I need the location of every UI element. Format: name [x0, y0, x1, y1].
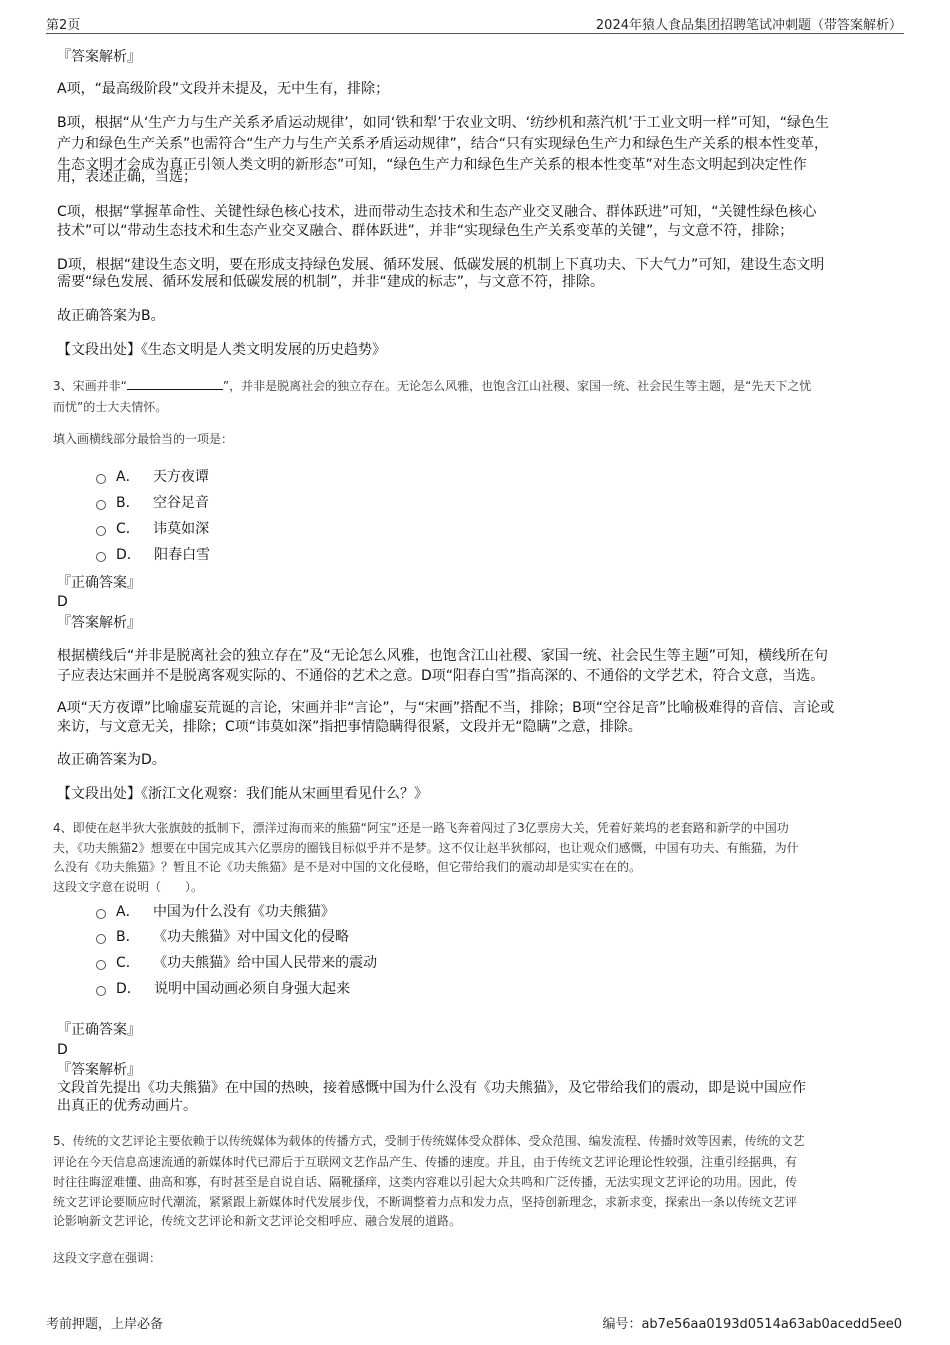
q3-analysis-line1: 根据横线后“并非是脱离社会的独立存在”及“无论怎么风雅，也饱含江山社稷、家国一统、社会民生等主题”可知，横线所在句	[57, 648, 829, 664]
q4-option-c[interactable]	[96, 953, 377, 973]
q3-option-d-letter: D．	[116, 547, 141, 563]
q4-option-d-text: 说明中国动画必须自身强大起来	[154, 981, 351, 997]
q3-option-b[interactable]	[96, 493, 209, 513]
q4-analysis-label: 『答案解析』	[57, 1062, 141, 1078]
q5-stem-line2: 评论在今天信息高速流通的新媒体时代已滞后于互联网文艺作品产生、传播的速度。并且，由于传统文艺评论理论性较强，注重引经据典，有	[53, 1155, 798, 1169]
q2-option-b-analysis-line3: 生态文明才会成为真正引领人类文明的新形态”可知，“绿色生产力和绿色生产关系的根本性变革”对生态文明起到决定性作	[57, 157, 807, 173]
q3-stem-suffix: ”，并非是脱离社会的独立存在。无论怎么风雅，也饱含江山社稷、家国一统、社会民生等主题，是“先天下之忧	[222, 379, 812, 393]
radio-icon[interactable]	[96, 526, 106, 536]
q3-stem-line1	[53, 376, 811, 397]
q5-stem-line4: 统文艺评论要顺应时代潮流，紧紧跟上新媒体时代发展步伐，不断调整着力点和发力点，坚持创新理念，求新求变，探索出一条以传统文艺评	[53, 1195, 798, 1209]
q4-stem-line2: 夫，《功夫熊猫2》想要在中国完成其六亿票房的圈钱目标似乎并不是梦。这不仅让赵半狄郁闷，也让观众们感慨，中国有功夫、有熊猫，为什	[53, 841, 799, 855]
q3-analysis-line4: 来访，与文意无关，排除；C项“讳莫如深”指把事情隐瞒得很紧，文段并无“隐瞒”之意，排除。	[57, 719, 642, 735]
q5-stem-line5: 论影响新文艺评论，传统文艺评论和新文艺评论交相呼应、融合发展的道路。	[53, 1214, 462, 1228]
q4-stem-line3: 么没有《功夫熊猫》？暂且不论《功夫熊猫》是不是对中国的文化侵略，但它带给我们的震动却是实实在在的。	[53, 860, 642, 874]
radio-icon[interactable]	[96, 909, 106, 919]
radio-icon[interactable]	[96, 500, 106, 510]
q2-option-c-analysis-line1: C项，根据“掌握革命性、关键性绿色核心技术，进而带动生态技术和生态产业交叉融合、群体跃进”可知，“关键性绿色核心	[57, 204, 817, 220]
q4-prompt: 这段文字意在说明（ ）。	[53, 880, 204, 894]
footer-code	[602, 1313, 902, 1332]
radio-icon[interactable]	[96, 474, 106, 484]
q4-option-b-text: 《功夫熊猫》对中国文化的侵略	[152, 929, 349, 945]
q2-option-c-analysis-line2: 技术”可以“带动生态技术和生态产业交叉融合、群体跃进”，并非“实现绿色生产关系变革的关键”，与文意不符，排除；	[57, 223, 794, 239]
q4-option-a-text: 中国为什么没有《功夫熊猫》	[152, 904, 335, 920]
q5-stem-line1: 5、传统的文艺评论主要依赖于以传统媒体为载体的传播方式，受制于传统媒体受众群体、受众范围、编发流程、传播时效等因素，传统的文艺	[53, 1134, 805, 1148]
q4-answer-label: 『正确答案』	[57, 1022, 141, 1038]
q3-option-a-letter: A．	[116, 469, 140, 485]
q4-option-c-letter: C．	[116, 955, 140, 971]
q2-analysis-label: 『答案解析』	[57, 49, 141, 65]
q4-analysis-line1: 文段首先提出《功夫熊猫》在中国的热映，接着感慨中国为什么没有《功夫熊猫》，及它带给我们的震动，即是说中国应作	[57, 1080, 806, 1096]
q3-blank	[127, 377, 223, 390]
q4-option-d-letter: D．	[116, 981, 141, 997]
q4-option-b[interactable]	[96, 927, 349, 947]
q4-option-a[interactable]	[96, 902, 335, 922]
radio-icon[interactable]	[96, 934, 106, 944]
page-number: 第2页	[46, 18, 81, 33]
q3-answer: D	[57, 594, 68, 610]
footer-slogan: 考前押题，上岸必备	[46, 1317, 164, 1332]
q5-stem-line3: 时往往晦涩难懂、曲高和寡，有时甚至是自说自话、隔靴搔痒，这类内容难以引起大众共鸣和广泛传播，无法实现文艺评论的功用。因此，传	[53, 1175, 798, 1189]
q3-option-b-letter: B．	[116, 495, 140, 511]
header-divider	[46, 33, 904, 34]
q4-answer: D	[57, 1042, 68, 1058]
q3-option-c[interactable]	[96, 519, 209, 539]
q3-analysis-line3: A项“天方夜谭”比喻虚妄荒诞的言论，宋画并非“言论”，与“宋画”搭配不当，排除；B项“空谷足音”比喻极难得的音信、言论或	[57, 700, 835, 716]
q2-source: 【文段出处】《生态文明是人类文明发展的历史趋势》	[57, 342, 386, 358]
q3-answer-label: 『正确答案』	[57, 575, 141, 591]
q2-option-b-analysis-line4: 用，表述正确，当选；	[57, 169, 197, 185]
q2-option-d-analysis-line2: 需要“绿色发展、循环发展和低碳发展的机制”，并非“建成的标志”，与文意不符，排除。	[57, 274, 605, 290]
q4-option-d[interactable]	[96, 979, 350, 999]
q2-option-d-analysis-line1: D项，根据“建设生态文明，要在形成支持绿色发展、循环发展、低碳发展的机制上下真功夫、下大气力”可知，建设生态文明	[57, 257, 825, 273]
q3-source: 【文段出处】《浙江文化观察：我们能从宋画里看见什么？》	[57, 786, 428, 802]
q3-stem-line2: 而忧”的士大夫情怀。	[53, 400, 168, 414]
q4-analysis-line2: 出真正的优秀动画片。	[57, 1098, 197, 1114]
radio-icon[interactable]	[96, 986, 106, 996]
footer-code-label: 编号：	[602, 1317, 642, 1332]
radio-icon[interactable]	[96, 960, 106, 970]
q2-option-a-analysis: A项，“最高级阶段”文段并未提及，无中生有，排除；	[57, 81, 390, 97]
q3-option-b-text: 空谷足音	[152, 495, 209, 511]
q5-prompt: 这段文字意在强调：	[53, 1251, 162, 1265]
q3-option-d[interactable]	[96, 545, 210, 565]
q4-option-c-text: 《功夫熊猫》给中国人民带来的震动	[153, 955, 378, 971]
q3-option-c-text: 讳莫如深	[153, 521, 210, 537]
q3-option-d-text: 阳春白雪	[154, 547, 211, 563]
q3-analysis-line2: 子应表达宋画并不是脱离客观实际的、不通俗的艺术之意。D项“阳春白雪”指高深的、不通俗的文学艺术，符合文意，当选。	[57, 668, 825, 684]
q4-option-a-letter: A．	[116, 904, 140, 920]
q4-option-b-letter: B．	[116, 929, 140, 945]
q3-analysis-label: 『答案解析』	[57, 615, 141, 631]
q2-option-b-analysis-line2: 产力和绿色生产关系”也需符合“生产力与生产关系矛盾运动规律”，结合“只有实现绿色生产力和绿色生产关系的根本性变革，	[57, 136, 829, 152]
q3-option-c-letter: C．	[116, 521, 140, 537]
q3-option-a[interactable]	[96, 467, 209, 487]
q2-option-b-analysis-line1: B项，根据“从‘生产力与生产关系矛盾运动规律’，如同‘铁和犁’于农业文明、‘纺纱机和蒸汽机’于工业文明一样”可知，“绿色生	[57, 115, 830, 131]
document-title: 2024年猿人食品集团招聘笔试冲刺题（带答案解析）	[595, 18, 902, 33]
radio-icon[interactable]	[96, 552, 106, 562]
q3-stem-prefix: 3、宋画并非“	[53, 379, 127, 393]
q3-prompt: 填入画横线部分最恰当的一项是：	[53, 432, 234, 446]
q4-stem-line1: 4、即使在赵半狄大张旗鼓的抵制下，漂洋过海而来的熊猫“阿宝”还是一路飞奔着闯过了3亿票房大关，凭着好莱坞的老套路和新学的中国功	[53, 821, 789, 835]
q2-conclusion: 故正确答案为B。	[57, 308, 165, 324]
footer-code-value: ab7e56aa0193d0514a63ab0acedd5ee0	[641, 1317, 902, 1332]
q3-conclusion: 故正确答案为D。	[57, 752, 166, 768]
q3-option-a-text: 天方夜谭	[152, 469, 209, 485]
